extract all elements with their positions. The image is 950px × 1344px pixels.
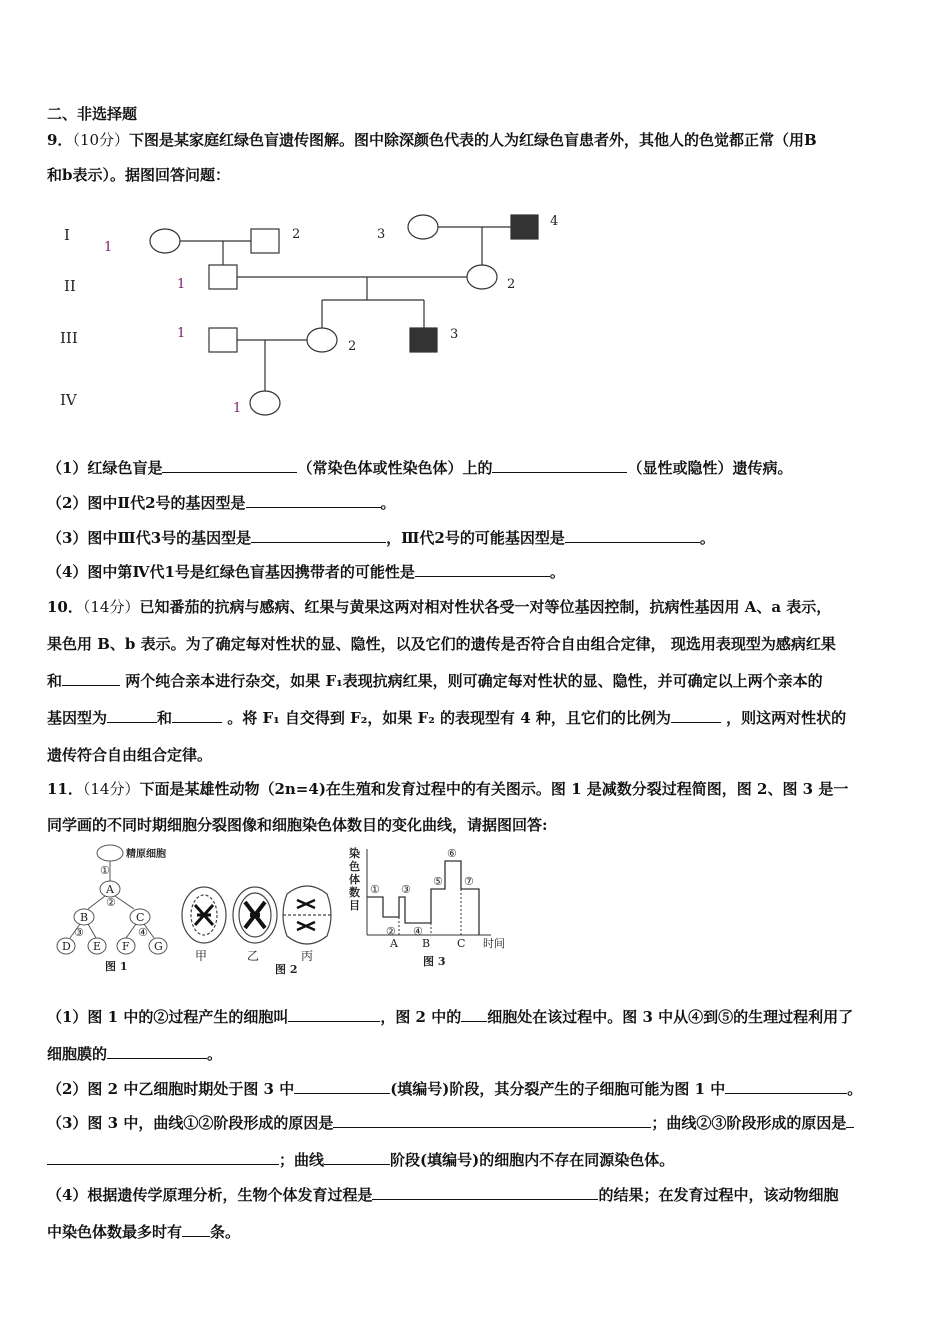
q11-sub3-text-d: 阶段(填编号)的细胞内不存在同源染色体。	[390, 1151, 675, 1169]
male-iii-1	[209, 328, 237, 352]
label-iii-3: 3	[450, 327, 459, 342]
q10-line3-text-b: 两个纯合亲本进行杂交，如果 F₁表现抗病红果，则可确定每对性状的显、隐性，并可确定以上两个亲本的	[120, 672, 823, 690]
q11-sub3-text-c: ；曲线	[279, 1151, 325, 1169]
q11-sub1-line2	[47, 1043, 222, 1064]
q9-sub4-text-b: 。	[549, 563, 565, 581]
fig3-tick-a: A	[390, 937, 398, 950]
fig3-tick-b: B	[422, 937, 431, 950]
answer-blank[interactable]	[107, 708, 157, 723]
generation-label-i: I	[64, 226, 70, 244]
label-ii-1: 1	[177, 277, 186, 292]
q10-line4-text-c: 。将 F₁ 自交得到 F₂，如果 F₂ 的表现型有 4 种，且它们的比例为	[222, 709, 671, 727]
label-ii-2: 2	[507, 277, 516, 292]
q11-sub1-text-a: （1）图 1 中的②过程产生的细胞叫	[47, 1008, 289, 1026]
label-iii-2: 2	[348, 339, 357, 354]
q9-stem-text: 下图是某家庭红绿色盲遗传图解。图中除深颜色代表的人为红绿色盲患者外，其他人的色觉都正常（用	[129, 131, 805, 149]
label-i-4: 4	[550, 214, 559, 229]
fig3-tick-c: C	[457, 937, 466, 950]
fig1-c: C	[136, 911, 145, 924]
q9-stem-line1	[47, 129, 817, 150]
fig1-f: F	[122, 940, 130, 953]
q11-line1-text: 下面是某雄性动物（2n=4)在生殖和发育过程中的有关图示。图 1 是减数分裂过程简图，图 2、图 3 是一	[139, 780, 849, 798]
figure-3-chromosome-curve	[343, 843, 523, 973]
fig1-b: B	[80, 911, 89, 924]
female-iv-1	[250, 391, 280, 415]
answer-blank[interactable]	[846, 1113, 854, 1128]
fig1-edge	[88, 924, 96, 938]
answer-blank[interactable]	[47, 1150, 279, 1165]
answer-blank[interactable]	[107, 1044, 207, 1059]
fig3-stage-2: ②	[386, 925, 396, 938]
q9-score: （10分）	[72, 131, 130, 149]
q9-stem-letter: B	[804, 131, 817, 149]
q11-sub3-line2	[47, 1149, 674, 1170]
q9-sub1-text-c: （显性或隐性）遗传病。	[627, 459, 793, 477]
q11-sub1-text-e: 。	[207, 1045, 223, 1063]
female-i-1	[150, 229, 180, 253]
q9-sub2	[47, 492, 396, 513]
label-iv-1: 1	[233, 401, 242, 416]
female-iii-2	[307, 328, 337, 352]
fig3-stage-5: ⑤	[433, 875, 443, 888]
fig1-caption: 图 1	[105, 960, 128, 973]
q11-line1	[47, 778, 848, 799]
male-i-2	[251, 229, 279, 253]
fig1-node-spermatogonium	[97, 845, 123, 861]
male-ii-1	[209, 265, 237, 289]
q11-sub3-line1	[47, 1112, 854, 1133]
fig3-stage-3: ③	[401, 883, 411, 896]
fig3-stage-4: ④	[413, 925, 423, 938]
q11-sub2-text-c: 。	[847, 1080, 863, 1098]
q11-sub4-text-c: 中染色体数最多时有	[47, 1223, 183, 1241]
q9-sub2-text-b: 。	[380, 494, 396, 512]
q10-line2: 果色用 B、b 表示。为了确定每对性状的显、隐性，以及它们的遗传是否符合自由组合定律， 现选用表现型为感病红果	[47, 635, 836, 653]
male-i-4-affected	[511, 215, 538, 239]
fig3-stage-1: ①	[370, 883, 380, 896]
fig3-stage-6: ⑥	[447, 847, 457, 860]
fig2-label-bing: 丙	[301, 949, 314, 963]
q10-line1	[47, 596, 831, 617]
q9-sub3-text-c: 。	[699, 529, 715, 547]
q9-sub4	[47, 561, 565, 582]
q11-sub2	[47, 1078, 862, 1099]
answer-blank[interactable]	[492, 458, 627, 473]
fig1-a: A	[106, 883, 114, 896]
q9-sub3	[47, 527, 715, 548]
q10-line5: 遗传符合自由组合定律。	[47, 746, 213, 764]
fig3-caption: 图 3	[423, 955, 446, 968]
q11-sub2-text-b: (填编号)阶段，其分裂产生的子细胞可能为图 1 中	[390, 1080, 726, 1098]
answer-blank[interactable]	[725, 1079, 847, 1094]
answer-blank[interactable]	[333, 1113, 651, 1128]
answer-blank[interactable]	[294, 1079, 390, 1094]
fig3-stage-7: ⑦	[464, 875, 474, 888]
answer-blank[interactable]	[671, 708, 721, 723]
fig1-step4: ④	[138, 926, 148, 939]
q11-sub4-text-d: 条。	[210, 1223, 241, 1241]
answer-blank[interactable]	[565, 528, 700, 543]
q9-sub4-text-a: （4）图中第Ⅳ代1号是红绿色盲基因携带者的可能性是	[47, 563, 415, 581]
generation-label-iv: IV	[60, 391, 77, 409]
fig2-label-jia: 甲	[195, 949, 208, 963]
fig1-step3: ③	[74, 926, 84, 939]
q11-sub1-text-c: 细胞处在该过程中。图 3 中从④到⑤的生理过程利用了	[487, 1008, 854, 1026]
label-i-1: 1	[104, 240, 113, 255]
fig2-label-yi: 乙	[247, 949, 260, 963]
q11-sub4-line1	[47, 1184, 838, 1205]
figure-2-cells	[175, 880, 335, 976]
q11-sub1-line1	[47, 1006, 853, 1027]
q11-line2: 同学画的不同时期细胞分裂图像和细胞染色体数目的变化曲线，请据图回答:	[47, 816, 548, 834]
answer-blank[interactable]	[324, 1150, 390, 1165]
q9-sub1-text-a: （1）红绿色盲是	[47, 459, 163, 477]
answer-blank[interactable]	[415, 562, 550, 577]
q10-line4	[47, 707, 846, 728]
female-ii-2	[467, 265, 497, 289]
q10-line4-text-a: 基因型为	[47, 709, 108, 727]
label-iii-1: 1	[177, 326, 186, 341]
q11-sub2-text-a: （2）图 2 中乙细胞时期处于图 3 中	[47, 1080, 295, 1098]
q9-stem-line2: 和b表示）。据图回答问题：	[47, 166, 230, 184]
fig1-step2: ②	[106, 896, 116, 909]
answer-blank[interactable]	[62, 671, 120, 686]
female-i-3	[408, 215, 438, 239]
fig1-edge	[115, 896, 134, 909]
q11-sub1-text-b: ，图 2 中的	[380, 1008, 462, 1026]
q10-line3-text-a: 和	[47, 672, 63, 690]
answer-blank[interactable]	[182, 1222, 210, 1237]
q11-sub3-text-a: （3）图 3 中，曲线①②阶段形成的原因是	[47, 1114, 334, 1132]
label-i-3: 3	[377, 227, 386, 242]
fig1-e: E	[93, 940, 102, 953]
pedigree-chart	[40, 200, 600, 430]
male-iii-3-affected	[410, 328, 437, 352]
q9-sub1-text-b: （常染色体或性染色体）上的	[297, 459, 493, 477]
answer-blank[interactable]	[172, 708, 222, 723]
q11-sub3-text-b: ；曲线②③阶段形成的原因是	[651, 1114, 847, 1132]
q11-sub4-text-b: 的结果；在发育过程中，该动物细胞	[598, 1186, 839, 1204]
q10-line3	[47, 670, 823, 691]
fig1-step1: ①	[100, 864, 110, 877]
q11-sub4-text-a: （4）根据遗传学原理分析，生物个体发育过程是	[47, 1186, 373, 1204]
q10-score: （14分）	[82, 598, 140, 616]
fig1-g: G	[154, 940, 163, 953]
q10-number: 10．	[47, 598, 83, 616]
figure-1-meiosis	[50, 843, 180, 978]
q9-number: 9．	[47, 131, 73, 149]
fig3-curve	[367, 861, 479, 935]
answer-blank[interactable]	[461, 1007, 487, 1022]
fig1-d: D	[62, 940, 71, 953]
q11-sub4-line2	[47, 1221, 240, 1242]
generation-label-iii: III	[60, 329, 78, 347]
fig2-caption: 图 2	[275, 963, 298, 976]
section-title: 二、非选择题	[47, 105, 138, 123]
q10-line1-text: 已知番茄的抗病与感病、红果与黄果这两对相对性状各受一对等位基因控制，抗病性基因用 A、a 表示，	[139, 598, 832, 616]
answer-blank[interactable]	[372, 1185, 598, 1200]
fig3-xlabel: 时间	[483, 937, 505, 950]
q11-score: （14分）	[82, 780, 140, 798]
q9-sub2-text-a: （2）图中Ⅱ代2号的基因型是	[47, 494, 246, 512]
label-i-2: 2	[292, 227, 301, 242]
generation-label-ii: II	[64, 277, 76, 295]
fig1-edge	[88, 896, 105, 909]
answer-blank[interactable]	[246, 493, 381, 508]
q11-sub1-text-d: 细胞膜的	[47, 1045, 108, 1063]
fig3-ylabel: 染色体数目	[349, 847, 360, 912]
answer-blank[interactable]	[288, 1007, 380, 1022]
q10-line4-text-d: ，则这两对性状的	[720, 709, 847, 727]
answer-blank[interactable]	[162, 458, 297, 473]
q9-sub3-text-b: ，Ⅲ代2号的可能基因型是	[386, 529, 565, 547]
q10-line4-text-b: 和	[157, 709, 173, 727]
fig1-top-label: 精原细胞	[126, 849, 166, 860]
q9-sub1	[47, 457, 792, 478]
fig1-edge	[126, 924, 136, 938]
q11-number: 11．	[47, 780, 83, 798]
q9-sub3-text-a: （3）图中Ⅲ代3号的基因型是	[47, 529, 252, 547]
answer-blank[interactable]	[251, 528, 386, 543]
